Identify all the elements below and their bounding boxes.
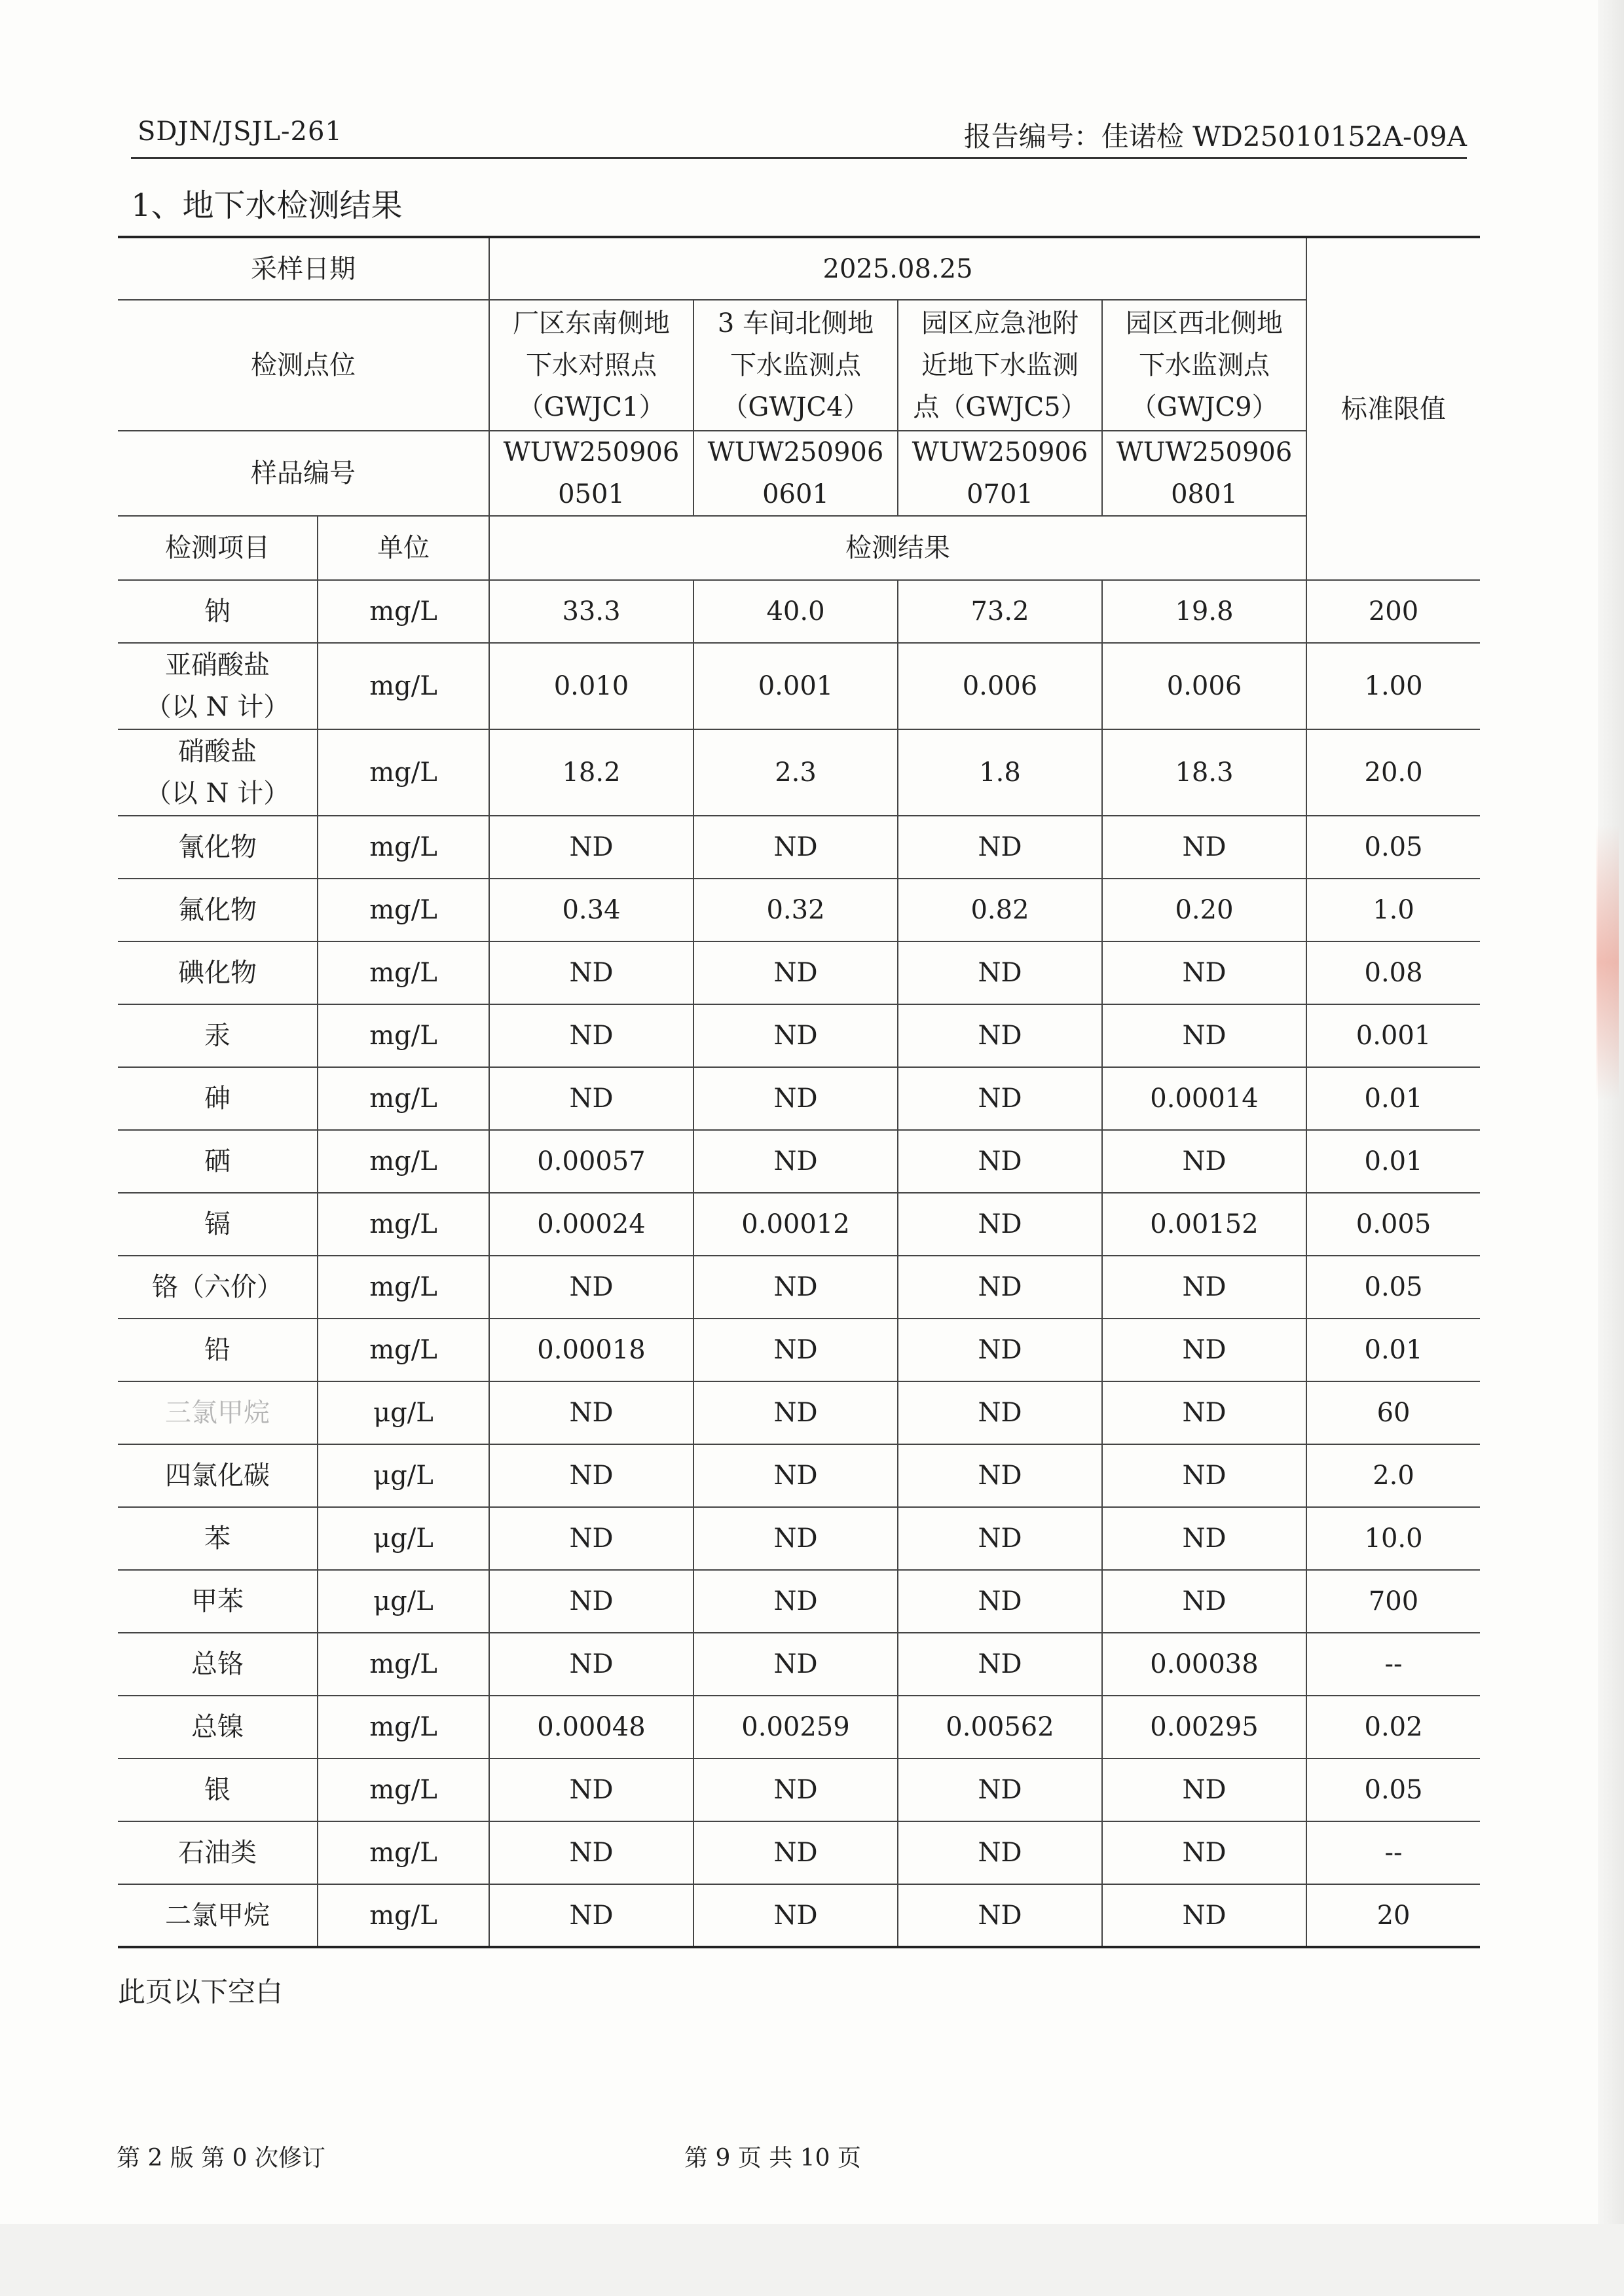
limit-cell: 700 (1306, 1570, 1480, 1633)
item-cell: 镉 (118, 1193, 318, 1256)
table-row (118, 1821, 1480, 1884)
item-cell: 四氯化碳 (118, 1444, 318, 1507)
table-row (118, 1130, 1480, 1193)
table-row (118, 1004, 1480, 1067)
result-cell: ND (693, 1507, 898, 1570)
limit-cell: 60 (1306, 1381, 1480, 1444)
result-cell: ND (489, 1821, 693, 1884)
result-cell: ND (489, 1004, 693, 1067)
result-cell: 0.00295 (1102, 1696, 1306, 1758)
result-cell: ND (693, 1444, 898, 1507)
result-cell: ND (898, 1067, 1102, 1130)
result-cell: 0.20 (1102, 879, 1306, 941)
table-row (118, 1570, 1480, 1633)
table-row (118, 941, 1480, 1004)
limit-cell: 1.00 (1306, 643, 1480, 729)
table-row (118, 816, 1480, 879)
scan-bottom-band (0, 2224, 1624, 2296)
groundwater-results-table (118, 236, 1480, 1948)
result-cell: 0.00012 (693, 1193, 898, 1256)
table-row (118, 1319, 1480, 1381)
result-cell: 0.00018 (489, 1319, 693, 1381)
sample-id-label: 样品编号 (118, 431, 489, 516)
limit-cell: -- (1306, 1633, 1480, 1696)
item-cell: 氰化物 (118, 816, 318, 879)
sample-id-row (118, 431, 1480, 516)
unit-cell: mg/L (318, 729, 489, 816)
result-cell: ND (1102, 1319, 1306, 1381)
location-gwjc5: 园区应急池附 近地下水监测 点（GWJC5） (898, 300, 1102, 431)
result-cell: ND (898, 1256, 1102, 1319)
limit-cell: 200 (1306, 580, 1480, 643)
table-row (118, 879, 1480, 941)
seal-edge-mark (1596, 825, 1619, 1100)
unit-cell: mg/L (318, 1256, 489, 1319)
unit-cell: mg/L (318, 1319, 489, 1381)
sampling-date-label: 采样日期 (118, 237, 489, 300)
result-cell: ND (898, 1130, 1102, 1193)
item-cell: 钠 (118, 580, 318, 643)
location-gwjc1: 厂区东南侧地 下水对照点 （GWJC1） (489, 300, 693, 431)
table-row (118, 1696, 1480, 1758)
sample-id-3: WUW250906 0701 (898, 431, 1102, 516)
result-cell: ND (1102, 1821, 1306, 1884)
result-cell: ND (1102, 1130, 1306, 1193)
report-number: 报告编号：佳诺检 WD25010152A-09A (963, 120, 1467, 153)
sampling-date-value: 2025.08.25 (489, 237, 1306, 300)
result-cell: ND (898, 1004, 1102, 1067)
item-cell: 银 (118, 1758, 318, 1821)
result-cell: ND (489, 1507, 693, 1570)
unit-cell: mg/L (318, 879, 489, 941)
limit-cell: 20 (1306, 1884, 1480, 1947)
result-cell: ND (1102, 941, 1306, 1004)
result-cell: ND (693, 1381, 898, 1444)
unit-cell: mg/L (318, 643, 489, 729)
item-cell: 三氯甲烷 (118, 1381, 318, 1444)
table-row (118, 1193, 1480, 1256)
location-label: 检测点位 (118, 300, 489, 431)
result-cell: 1.8 (898, 729, 1102, 816)
header-divider (131, 157, 1467, 159)
result-cell: ND (898, 1570, 1102, 1633)
result-cell: ND (693, 816, 898, 879)
result-cell: ND (1102, 1256, 1306, 1319)
table-row (118, 1507, 1480, 1570)
limit-cell: 0.05 (1306, 1256, 1480, 1319)
result-cell: ND (898, 1821, 1102, 1884)
section-title: 1、地下水检测结果 (131, 187, 403, 224)
unit-cell: mg/L (318, 1130, 489, 1193)
result-cell: ND (898, 1884, 1102, 1947)
result-cell: ND (489, 816, 693, 879)
item-cell: 总铬 (118, 1633, 318, 1696)
unit-cell: mg/L (318, 1067, 489, 1130)
result-cell: ND (1102, 1884, 1306, 1947)
location-gwjc9: 园区西北侧地 下水监测点 （GWJC9） (1102, 300, 1306, 431)
result-cell: ND (489, 1884, 693, 1947)
result-cell: 0.34 (489, 879, 693, 941)
item-cell: 汞 (118, 1004, 318, 1067)
limit-cell: 10.0 (1306, 1507, 1480, 1570)
result-cell: ND (693, 1067, 898, 1130)
result-cell: 19.8 (1102, 580, 1306, 643)
result-cell: ND (1102, 1758, 1306, 1821)
table-row (118, 1444, 1480, 1507)
limit-cell: 0.02 (1306, 1696, 1480, 1758)
item-cell: 二氯甲烷 (118, 1884, 318, 1947)
location-gwjc4: 3 车间北侧地 下水监测点 （GWJC4） (693, 300, 898, 431)
result-cell: ND (693, 1884, 898, 1947)
sampling-date-row (118, 237, 1480, 300)
limit-cell: 0.001 (1306, 1004, 1480, 1067)
result-cell: 0.006 (898, 643, 1102, 729)
result-cell: 0.00562 (898, 1696, 1102, 1758)
item-cell: 铅 (118, 1319, 318, 1381)
result-cell: ND (693, 1821, 898, 1884)
sample-id-1: WUW250906 0501 (489, 431, 693, 516)
item-cell: 石油类 (118, 1821, 318, 1884)
column-header-row (118, 516, 1480, 580)
result-cell: ND (1102, 1381, 1306, 1444)
result-cell: 0.006 (1102, 643, 1306, 729)
table-row (118, 1381, 1480, 1444)
result-cell: ND (489, 1444, 693, 1507)
limit-cell: 1.0 (1306, 879, 1480, 941)
limit-cell: 0.01 (1306, 1319, 1480, 1381)
result-cell: ND (1102, 1570, 1306, 1633)
result-cell: 0.00048 (489, 1696, 693, 1758)
result-cell: ND (693, 1319, 898, 1381)
unit-cell: mg/L (318, 1004, 489, 1067)
limit-cell: 20.0 (1306, 729, 1480, 816)
result-cell: 0.00057 (489, 1130, 693, 1193)
result-cell: ND (693, 1130, 898, 1193)
limit-cell: 0.005 (1306, 1193, 1480, 1256)
page-number: 第 9 页 共 10 页 (684, 2145, 861, 2172)
sample-id-4: WUW250906 0801 (1102, 431, 1306, 516)
unit-cell: μg/L (318, 1570, 489, 1633)
result-cell: ND (693, 1758, 898, 1821)
unit-cell: mg/L (318, 1821, 489, 1884)
unit-cell: mg/L (318, 1758, 489, 1821)
result-cell: ND (898, 1758, 1102, 1821)
limit-cell: -- (1306, 1821, 1480, 1884)
result-cell: 33.3 (489, 580, 693, 643)
limit-cell: 0.08 (1306, 941, 1480, 1004)
result-cell: 0.82 (898, 879, 1102, 941)
sample-id-2: WUW250906 0601 (693, 431, 898, 516)
item-cell: 总镍 (118, 1696, 318, 1758)
result-cell: ND (898, 816, 1102, 879)
unit-cell: mg/L (318, 816, 489, 879)
result-cell: 40.0 (693, 580, 898, 643)
result-cell: ND (898, 1381, 1102, 1444)
item-cell: 苯 (118, 1507, 318, 1570)
result-cell: ND (693, 1004, 898, 1067)
standard-limit-header: 标准限值 (1306, 237, 1480, 580)
result-cell: 0.32 (693, 879, 898, 941)
limit-cell: 0.01 (1306, 1130, 1480, 1193)
result-cell: ND (489, 941, 693, 1004)
result-cell: 18.3 (1102, 729, 1306, 816)
table-row (118, 580, 1480, 643)
item-cell: 亚硝酸盐 （以 N 计） (118, 643, 318, 729)
version-footer: 第 2 版 第 0 次修订 (117, 2145, 326, 2172)
item-cell: 硒 (118, 1130, 318, 1193)
result-cell: ND (489, 1067, 693, 1130)
result-cell: ND (489, 1758, 693, 1821)
blank-below-note: 此页以下空白 (118, 1976, 284, 2008)
result-cell: 73.2 (898, 580, 1102, 643)
table-row (118, 643, 1480, 729)
result-cell: ND (898, 941, 1102, 1004)
unit-cell: mg/L (318, 580, 489, 643)
result-cell: ND (693, 1256, 898, 1319)
location-row (118, 300, 1480, 431)
result-cell: 0.00152 (1102, 1193, 1306, 1256)
result-cell: ND (1102, 1004, 1306, 1067)
item-header: 检测项目 (118, 516, 318, 580)
table-row (118, 1256, 1480, 1319)
result-cell: 0.010 (489, 643, 693, 729)
unit-cell: μg/L (318, 1444, 489, 1507)
unit-cell: mg/L (318, 1193, 489, 1256)
result-cell: ND (898, 1319, 1102, 1381)
result-cell: ND (898, 1193, 1102, 1256)
item-cell: 砷 (118, 1067, 318, 1130)
unit-cell: mg/L (318, 1884, 489, 1947)
result-cell: 0.001 (693, 643, 898, 729)
limit-cell: 0.05 (1306, 1758, 1480, 1821)
table-row (118, 1884, 1480, 1947)
result-cell: 0.00014 (1102, 1067, 1306, 1130)
result-cell: ND (898, 1507, 1102, 1570)
unit-cell: mg/L (318, 941, 489, 1004)
result-cell: ND (693, 1570, 898, 1633)
result-cell: ND (489, 1570, 693, 1633)
result-cell: ND (489, 1256, 693, 1319)
result-cell: 0.00024 (489, 1193, 693, 1256)
page-edge-shadow (1598, 0, 1624, 2296)
results-header: 检测结果 (489, 516, 1306, 580)
table-row (118, 1633, 1480, 1696)
result-cell: 0.00259 (693, 1696, 898, 1758)
unit-cell: mg/L (318, 1633, 489, 1696)
table-row (118, 1758, 1480, 1821)
result-cell: ND (1102, 816, 1306, 879)
result-cell: ND (489, 1633, 693, 1696)
result-cell: ND (1102, 1507, 1306, 1570)
result-cell: ND (489, 1381, 693, 1444)
limit-cell: 0.05 (1306, 816, 1480, 879)
result-cell: ND (1102, 1444, 1306, 1507)
item-cell: 甲苯 (118, 1570, 318, 1633)
limit-cell: 2.0 (1306, 1444, 1480, 1507)
unit-cell: μg/L (318, 1381, 489, 1444)
result-cell: ND (693, 941, 898, 1004)
result-cell: ND (693, 1633, 898, 1696)
item-cell: 碘化物 (118, 941, 318, 1004)
table-row (118, 1067, 1480, 1130)
result-cell: ND (898, 1444, 1102, 1507)
result-cell: 2.3 (693, 729, 898, 816)
result-cell: ND (898, 1633, 1102, 1696)
item-cell: 铬（六价） (118, 1256, 318, 1319)
result-cell: 0.00038 (1102, 1633, 1306, 1696)
unit-cell: μg/L (318, 1507, 489, 1570)
limit-cell: 0.01 (1306, 1067, 1480, 1130)
document-code: SDJN/JSJL-261 (138, 117, 342, 147)
unit-cell: mg/L (318, 1696, 489, 1758)
result-cell: 18.2 (489, 729, 693, 816)
item-cell: 硝酸盐 （以 N 计） (118, 729, 318, 816)
item-cell: 氟化物 (118, 879, 318, 941)
table-row (118, 729, 1480, 816)
unit-header: 单位 (318, 516, 489, 580)
